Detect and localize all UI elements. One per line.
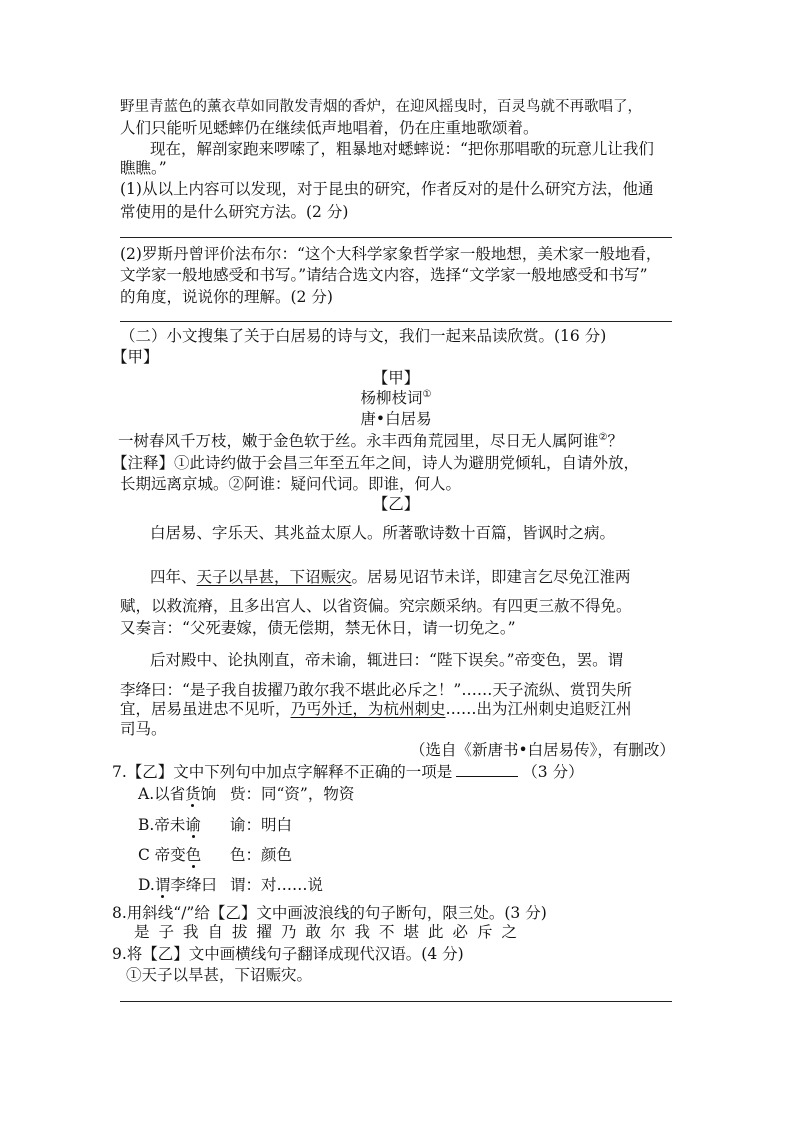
option-text: A.以省 <box>138 785 186 803</box>
text-yi-line: 后对殿中、论执刚直，帝未谕，辄进曰：“陛下误矣。”帝变色，罢。谓 <box>150 651 624 669</box>
option-text: C 帝变 <box>138 846 186 864</box>
poem-title-text: 杨柳枝词 <box>360 389 423 407</box>
q7-option-a[interactable] <box>138 784 354 804</box>
text-yi-paragraph <box>150 567 631 587</box>
annotation-line: 【注释】①此诗约做于会昌三年至五年之间，诗人为避朋党倾轧，自请外放， <box>112 454 640 472</box>
q7-stem <box>112 762 584 782</box>
q7-option-b[interactable] <box>138 815 292 835</box>
option-explanation: 谓：对……说 <box>230 876 324 894</box>
answer-line[interactable] <box>120 237 672 238</box>
poem-line: 一树春风千万枝，嫩于金色软于丝。永丰西角荒园里，尽日无人属阿谁 <box>118 432 599 450</box>
text-yi-label: 【乙】 <box>372 495 420 513</box>
question-2-line: 的角度，说说你的理解。(2 分) <box>120 288 333 306</box>
option-text: 李绛曰 <box>170 876 217 894</box>
text-yi-paragraph: 白居易、字乐天、其兆益太原人。所著歌诗数十百篇，皆讽时之病。 <box>150 524 616 542</box>
poem-body <box>118 431 623 451</box>
option-text: 饷 <box>200 785 217 803</box>
option-phrase <box>138 815 230 835</box>
text-span: 。居易见诏节未详，即建言乞尽免江淮两 <box>351 568 631 586</box>
q8-stem: 8.用斜线“/”给【乙】文中画波浪线的句子断句，限三处。(3 分) <box>112 904 547 922</box>
answer-blank[interactable] <box>456 762 518 777</box>
text-span: ……出为江州刺史追贬江州 <box>445 700 632 718</box>
annotation-line: 长期远离京城。②阿谁：疑问代词。即谁，何人。 <box>120 475 462 493</box>
option-explanation: 谕：明白 <box>230 816 293 834</box>
source-citation: （选自《新唐书•白居易传》，有删改） <box>410 741 675 759</box>
poem-author: 唐•白居易 <box>360 410 432 428</box>
passage-line: 人们只能听见蟋蟀仍在继续低声地唱着，仍在庄重地歌颂着。 <box>120 119 539 137</box>
question-1-line: 常使用的是什么研究方法。(2 分) <box>120 203 349 221</box>
text-yi-line: 又奏言：“父死妻嫁，债无偿期，禁无休日，请一切免之。” <box>120 619 516 637</box>
q7-stem-text: 7.【乙】文中下列句中加点字解释不正确的一项是 <box>112 763 453 781</box>
question-1-line: (1)从以上内容可以发现，对于昆虫的研究，作者反对的是什么研究方法，他通 <box>120 180 654 198</box>
answer-line[interactable] <box>120 1001 672 1002</box>
passage-line: 现在，解剖家跑来啰嗦了，粗暴地对蟋蟀说：“把你那唱歌的玩意儿让我们 <box>150 140 654 158</box>
dotted-char: 谕 <box>185 816 201 834</box>
passage-line: 野里青蓝色的薰衣草如同散发青烟的香炉，在迎风摇曳时，百灵鸟就不再歌唱了， <box>120 99 642 115</box>
poem-line-end: ？ <box>607 432 623 450</box>
q7-score: （3 分） <box>522 763 584 781</box>
option-explanation: 赀：同“资”，物资 <box>230 785 355 803</box>
section-label: 【甲】 <box>112 348 159 366</box>
option-phrase <box>138 784 230 804</box>
question-2-line: 文学家一般地感受和书写。”请结合选文内容，选择“文学家一般地感受和书写” <box>120 266 648 284</box>
q7-option-c[interactable] <box>138 845 292 865</box>
question-2-line: (2)罗斯丹曾评价法布尔：“这个大科学家象哲学家一般地想，美术家一般地看， <box>120 245 662 263</box>
text-span: 四年、 <box>150 568 197 586</box>
section-heading: （二）小文搜集了关于白居易的诗与文，我们一起来品读欣赏。(16 分) <box>120 327 607 345</box>
answer-line[interactable] <box>120 321 672 322</box>
q9-stem: 9.将【乙】文中画横线句子翻译成现代汉语。(4 分) <box>112 945 464 963</box>
dotted-char: 谓 <box>154 876 171 894</box>
poem-label: 【甲】 <box>372 369 420 387</box>
text-yi-line <box>120 699 632 719</box>
q7-option-d[interactable] <box>138 875 323 895</box>
option-explanation: 色：颜色 <box>230 846 293 864</box>
underlined-sentence: 天子以旱甚，下诏赈灾 <box>196 568 352 586</box>
passage-line: 瞧瞧。” <box>120 159 167 177</box>
option-phrase <box>138 875 230 895</box>
option-text: D. <box>138 876 155 894</box>
footnote-mark: ① <box>422 388 432 400</box>
footnote-mark: ② <box>598 431 608 443</box>
underlined-sentence: 乃丐外迁，为杭州刺史 <box>290 700 446 718</box>
text-yi-line: 赋，以救流瘠，且多出宫人、以省资偏。究宗颇采纳。有四更三赦不得免。 <box>120 597 632 615</box>
text-yi-line: 司马。 <box>120 720 167 738</box>
q9-item: ①天子以旱甚，下诏赈灾。 <box>126 966 313 984</box>
poem-title <box>120 388 672 408</box>
text-span: 宜，居易虽进忠不见听， <box>120 700 291 718</box>
option-phrase <box>138 845 230 865</box>
option-text: B.帝未 <box>138 816 186 834</box>
q8-sentence[interactable]: 是子我自拔擢乃敢尔我不堪此必斥之 <box>134 923 527 941</box>
dotted-char: 货 <box>185 785 201 803</box>
dotted-char: 色 <box>185 846 202 864</box>
text-yi-line: 李绛曰：“是子我自拔擢乃敢尔我不堪此必斥之！”……天子流纵、赏罚失所 <box>120 681 632 699</box>
